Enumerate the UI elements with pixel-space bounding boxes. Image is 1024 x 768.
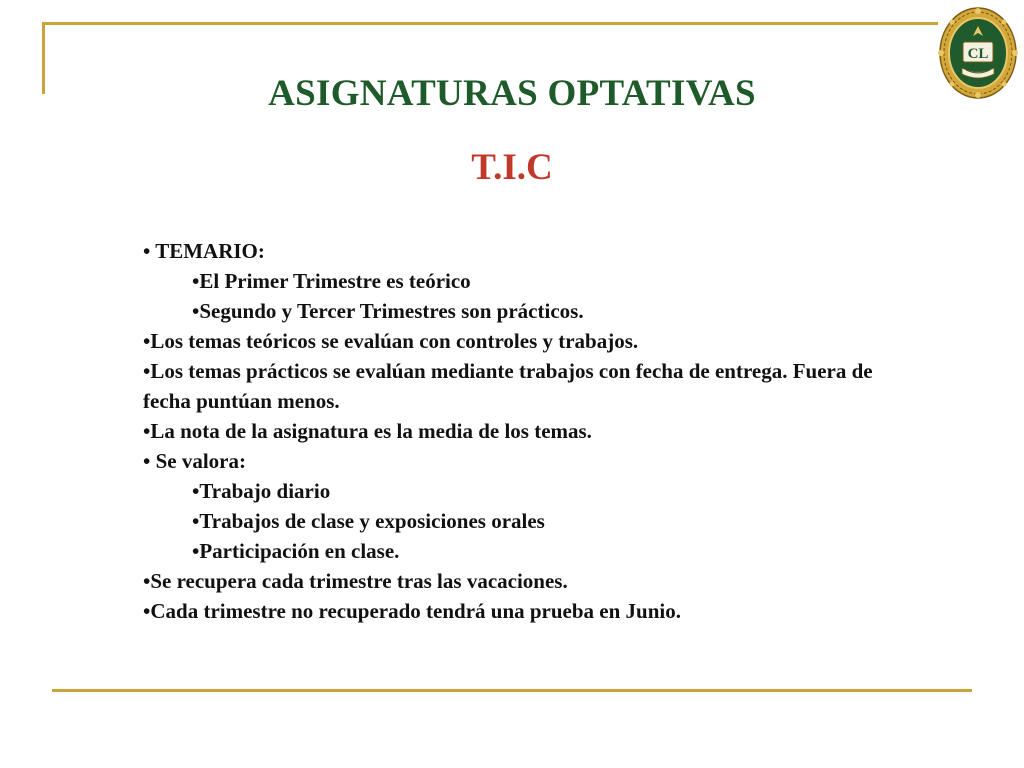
slide-subtitle: T.I.C [471,147,553,188]
sub-bullet-segundo-tercer-trimestres: •Segundo y Tercer Trimestres son prácticos. [192,299,584,323]
sub-bullet-trabajo-diario: •Trabajo diario [192,479,331,503]
sub-bullet-participacion: •Participación en clase. [192,539,400,563]
sub-bullet-trabajos-clase: •Trabajos de clase y exposiciones orales [192,509,545,533]
sub-bullet-primer-trimestre: •El Primer Trimestre es teórico [192,269,471,293]
bullet-se-recupera: •Se recupera cada trimestre tras las vacaciones. [143,569,568,593]
bullet-prueba-junio: •Cada trimestre no recuperado tendrá una prueba en Junio. [143,599,682,623]
bullet-temario: • TEMARIO: [143,239,265,263]
slide-title: ASIGNATURAS OPTATIVAS [268,73,756,114]
svg-text:CL: CL [967,46,989,62]
slide-body [143,236,883,626]
bullet-temas-practicos: •Los temas prácticos se evalúan mediante trabajos con fecha de entrega. Fuera de fecha puntúan menos. [143,359,873,413]
bullet-temas-teoricos: •Los temas teóricos se evalúan con controles y trabajos. [143,329,639,353]
bullet-nota-asignatura: •La nota de la asignatura es la media de los temas. [143,419,592,443]
bottom-frame-line [52,689,972,692]
bullet-se-valora: • Se valora: [143,449,247,473]
top-frame-line [42,22,938,25]
